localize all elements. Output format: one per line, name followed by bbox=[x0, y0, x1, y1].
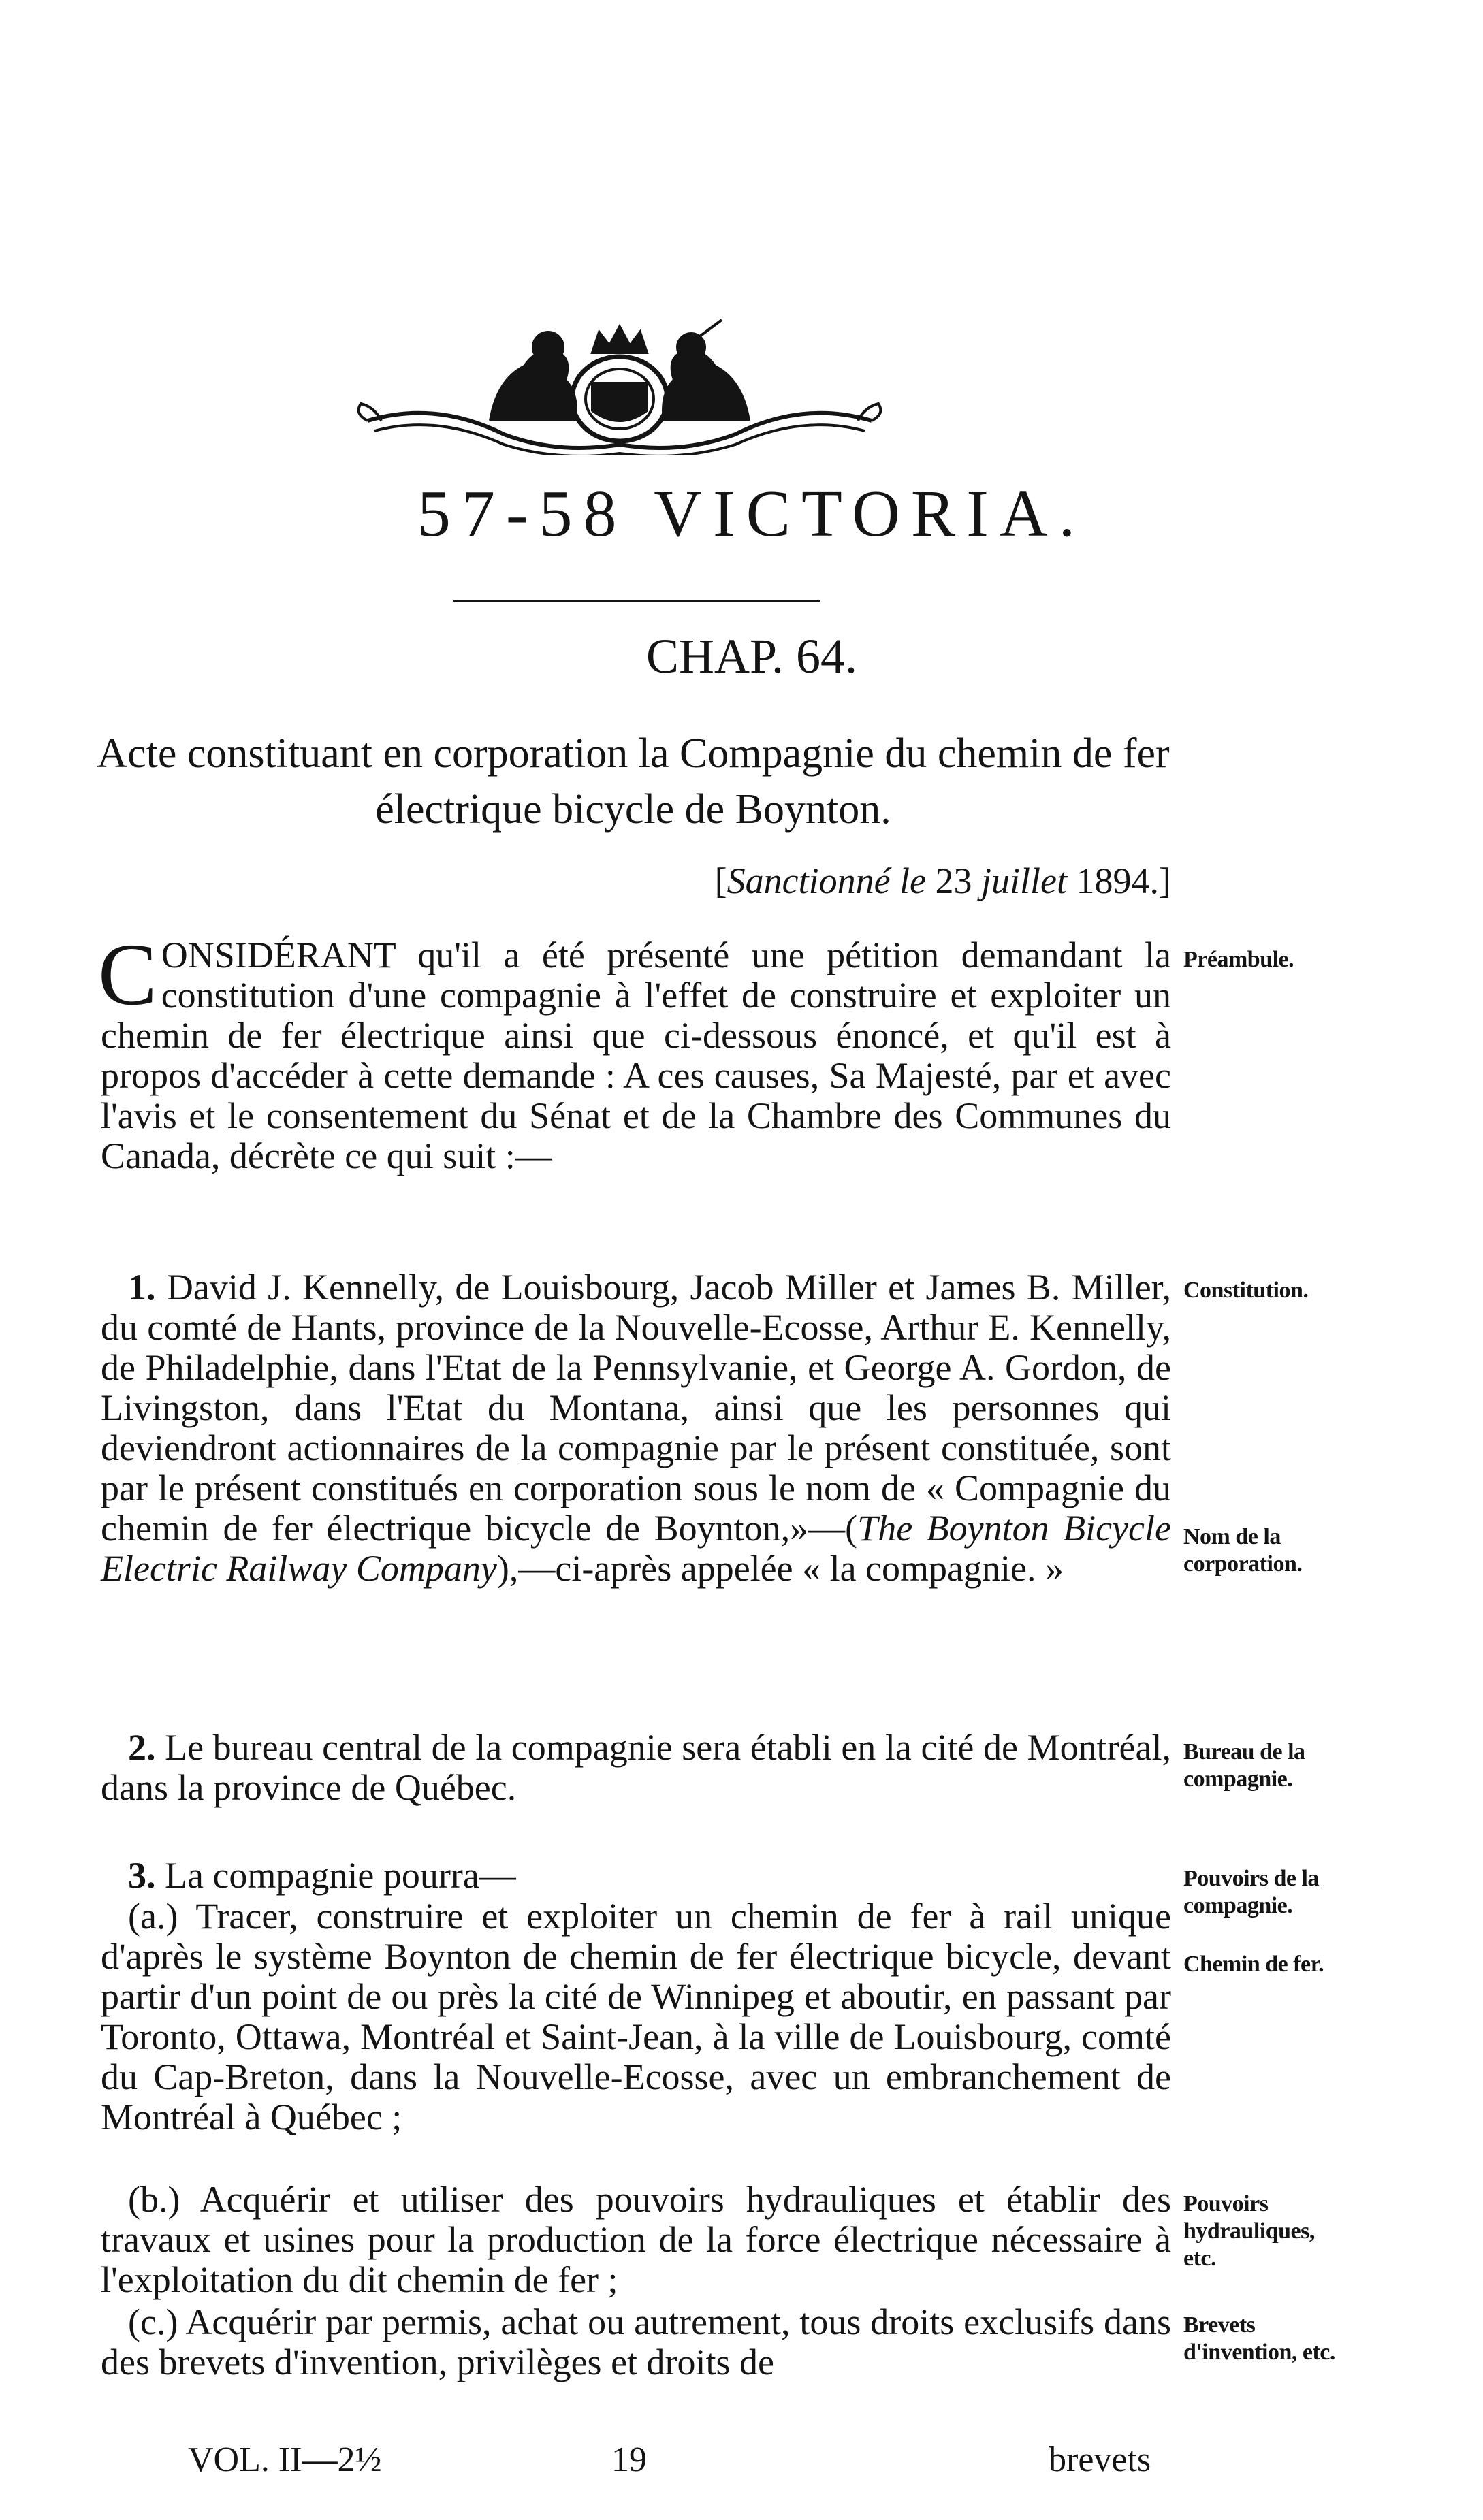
catchword: brevets bbox=[1049, 2440, 1151, 2479]
section-3-number: 3. bbox=[128, 1855, 156, 1896]
margin-note-preamble: Préambule. bbox=[1183, 947, 1294, 972]
margin-note-corp-name: Nom de la corporation. bbox=[1183, 1524, 1303, 1577]
sanction-day: 23 bbox=[926, 860, 982, 901]
margin-note-powers: Pouvoirs de la compagnie. bbox=[1183, 1866, 1319, 1918]
preamble-dropcap: C bbox=[98, 926, 157, 1024]
title-divider bbox=[453, 600, 820, 602]
margin-note-hydraulic: Pouvoirs hydrauliques, etc. bbox=[1183, 2191, 1315, 2271]
section-1-english-name: The Boynton Bicycle Electric Railway Company bbox=[101, 1508, 1171, 1589]
margin-note-office: Bureau de la compagnie. bbox=[1183, 1739, 1305, 1792]
section-3-clause-b bbox=[101, 2180, 1171, 2300]
section-3-clause-c bbox=[101, 2302, 1171, 2382]
section-3-intro-text: La compagnie pourra— bbox=[165, 1855, 516, 1896]
margin-note-patents: Brevets d'invention, etc. bbox=[1183, 2312, 1335, 2365]
sanction-date bbox=[599, 859, 1171, 903]
margin-note-railway: Chemin de fer. bbox=[1183, 1952, 1324, 1977]
page-number: 19 bbox=[611, 2440, 647, 2479]
margin-note-constitution: Constitution. bbox=[1183, 1278, 1309, 1303]
sanction-word: Sanctionné le bbox=[727, 860, 927, 901]
sanction-month: juillet bbox=[981, 860, 1068, 901]
sanction-year: 1894.] bbox=[1067, 860, 1171, 901]
clause-c-text: Acquérir par permis, achat ou autrement, tous droits exclusifs dans des brevets d'invention, privilèges et droits de bbox=[101, 2301, 1171, 2382]
section-3-clause-a bbox=[101, 1896, 1171, 2137]
act-title: Acte constituant en corporation la Compagnie du chemin de fer électrique bicycle de Boynton. bbox=[97, 730, 1170, 833]
section-2-paragraph bbox=[101, 1728, 1171, 1808]
clause-a-text: Tracer, construire et exploiter un chemin de fer à rail unique d'après le système Boynton de chemin de fer électrique bicycle, devant partir d'un point de ou près la cité de Winnipeg et aboutir, en passant par Toronto, Ottawa, Montréal et Saint-Jean, à la ville de Louisbourg, comté du Cap-Breton, dans la Nouvelle-Ecosse, avec un embranchement de Montréal à Québec ; bbox=[101, 1896, 1171, 2137]
volume-signature: VOL. II—2½ bbox=[188, 2440, 382, 2479]
preamble-text: ONSIDÉRANT qu'il a été présenté une pétition demandant la constitution d'une compagnie à l'effet de construire et exploiter un chemin de fer électrique ainsi que ci-dessous énoncé, et qu'il est à propos d'accéder à cette demande : A ces causes, Sa Majesté, par et avec l'avis et le consentement du Sénat et de la Chambre des Communes du Canada, décrète ce qui suit :— bbox=[101, 935, 1171, 1176]
sanction-bracket: [ bbox=[714, 860, 727, 901]
regnal-year-title: 57-58 VICTORIA. bbox=[417, 477, 1087, 551]
section-1-text-a: David J. Kennelly, de Louisbourg, Jacob Miller et James B. Miller, du comté de Hants, province de la Nouvelle-Ecosse, Arthur E. Kennelly, de Philadelphie, dans l'Etat de la Pennsylvanie, et George A. Gordon, de Livingston, dans l'Etat du Montana, ainsi que les personnes qui deviendront actionnaires de la compagnie par le présent constituée, sont par le présent constitués en corporation sous le nom de « Compagnie du chemin de fer électrique bicycle de Boynton,»—( bbox=[101, 1267, 1171, 1549]
clause-b-label: (b.) bbox=[128, 2179, 180, 2220]
clause-c-label: (c.) bbox=[128, 2301, 178, 2342]
chapter-heading: CHAP. 64. bbox=[645, 629, 858, 683]
section-1-paragraph bbox=[101, 1267, 1171, 1589]
section-2-text: Le bureau central de la compagnie sera établi en la cité de Montréal, dans la province de Québec. bbox=[101, 1727, 1171, 1808]
section-2-number: 2. bbox=[128, 1727, 156, 1768]
clause-b-text: Acquérir et utiliser des pouvoirs hydrauliques et établir des travaux et usines pour la production de la force électrique nécessaire à l'exploitation du dit chemin de fer ; bbox=[101, 2179, 1171, 2300]
clause-a-label: (a.) bbox=[128, 1896, 178, 1937]
section-1-number: 1. bbox=[128, 1267, 156, 1308]
section-3-intro bbox=[101, 1856, 1171, 1896]
preamble-paragraph bbox=[98, 926, 1171, 1176]
section-1-text-b: ),—ci-après appelée « la compagnie. » bbox=[496, 1548, 1064, 1589]
royal-coat-of-arms-icon bbox=[354, 319, 885, 455]
